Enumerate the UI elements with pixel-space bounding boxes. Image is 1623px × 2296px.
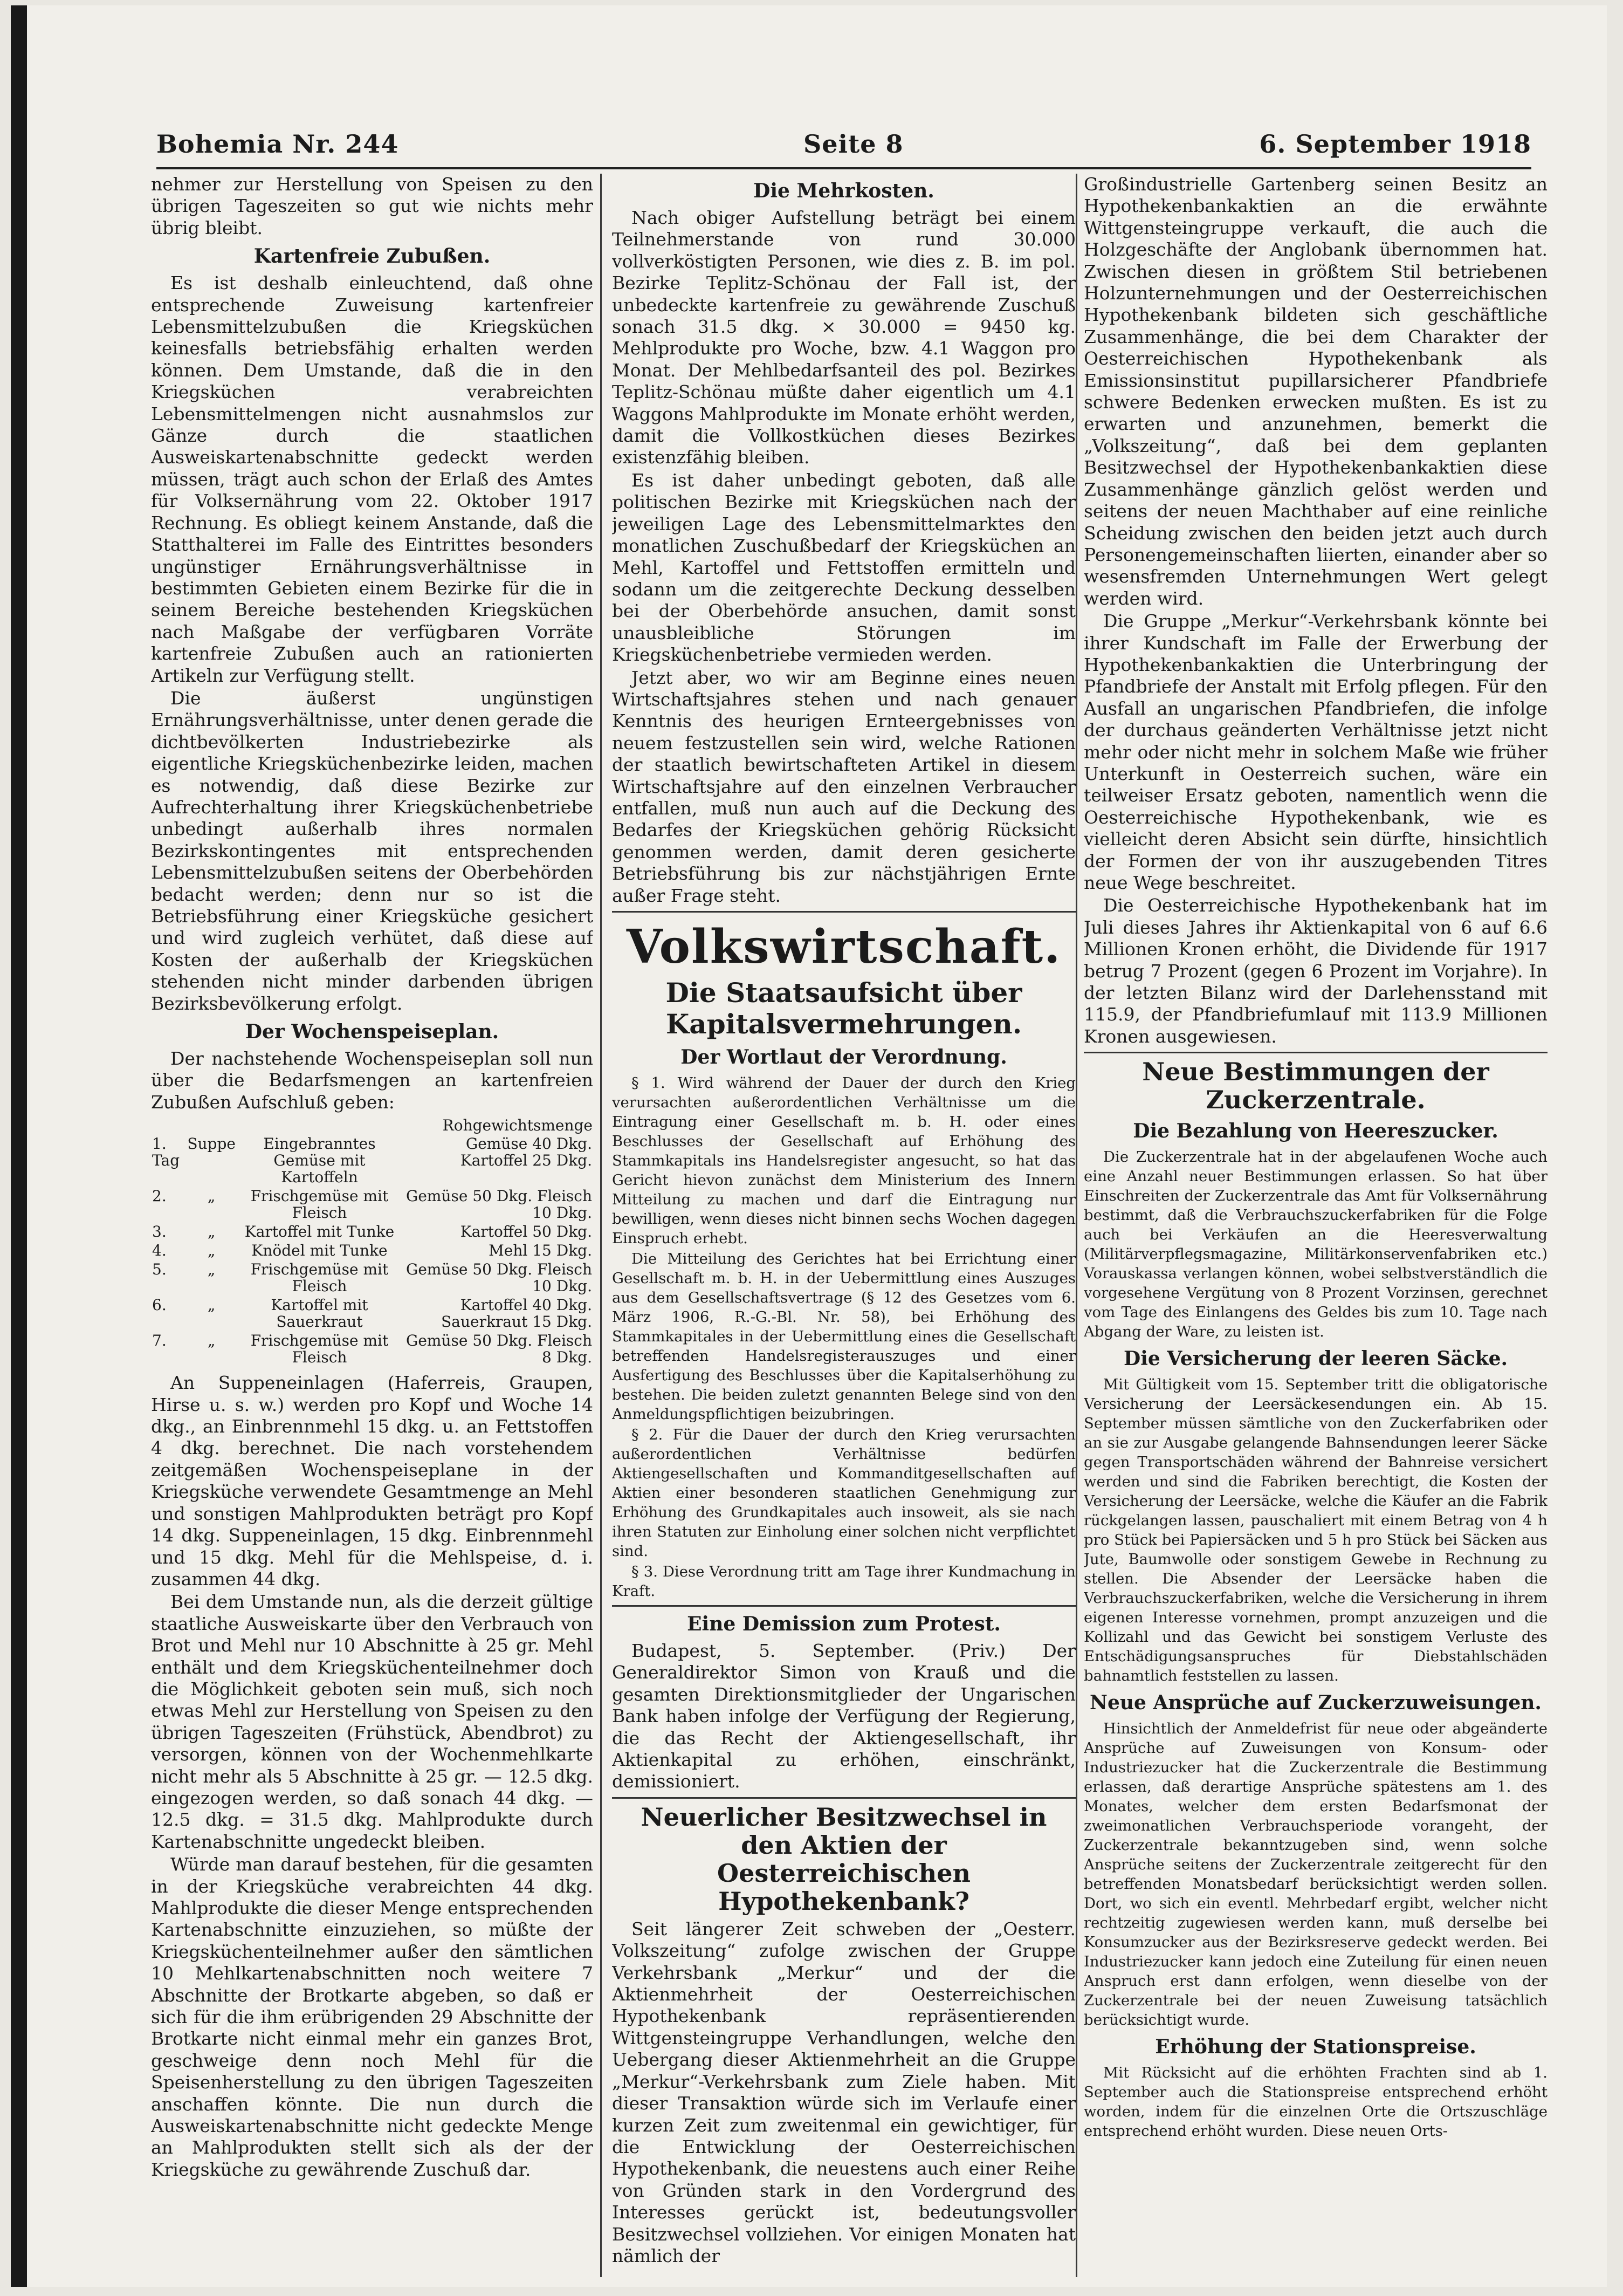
section-heading: Die Mehrkosten. [753, 180, 934, 202]
paragraph: nehmer zur Herstellung von Speisen zu den übrigen Tageszeiten so gut wie nichts mehr übrig bleibt. [151, 174, 593, 238]
column-3 [1084, 174, 1548, 2277]
menu-amount: Gemüse 40 Dkg. Kartoffel 25 Dkg. [460, 1135, 592, 1170]
paragraph: Die Zuckerzentrale hat in der abgelaufenen Woche auch eine Anzahl neuer Bestimmungen erlassen. So hat über Einschreiten der Zuckerzentrale das Amt für Volksernährung bestimmt, daß die Verbrauchszuckerfabriken für die Folge auch bei Verkäufen an die Heeresverwaltung (Militärverpflegsmagazine, Militärkonservenfabriken etc.) Vorauskassa verlangen können, wobei selbstverständlich die vorgesehene Vergütung von 8 Prozent Vorzinsen, gerechnet vom Tage des Einlangens des Geldes bis zum 10. Tage nach Abgang der Ware, zu leisten ist. [1084, 1148, 1548, 1341]
header-page-number: Seite 8 [803, 129, 904, 159]
table-row [151, 1222, 593, 1241]
column-rule [1076, 174, 1077, 2277]
table-row [151, 1134, 593, 1187]
menu-dish: Frischgemüse mit Fleisch [250, 1332, 389, 1367]
menu-table [151, 1116, 593, 1367]
menu-header: Rohgewichtsmenge [442, 1116, 593, 1135]
article-subheadline: Die Versicherung der leeren Säcke. [1123, 1347, 1508, 1370]
menu-dish: Frischgemüse mit Fleisch [250, 1260, 389, 1296]
menu-dish: Knödel mit Tunke [251, 1242, 388, 1260]
article-headline: Neuerlicher Besitzwechsel in den Aktien der Oesterreichischen Hypothekenbank? [641, 1802, 1047, 1916]
menu-soup: „ [207, 1296, 216, 1314]
article-subheadline: Der Wortlaut der Verordnung. [680, 1046, 1007, 1068]
paragraph: Großindustrielle Gartenberg seinen Besitz an Hypothekenbankaktien an die erwähnte Wittgensteingruppe verkauft, die auch die Holzgeschäfte der Anglobank übernommen hat. Zwischen diesen in größtem Stil betriebenen Holzunternehmungen und der Oesterreichischen Hypothekenbank bildeten sich geschäftliche Zusammenhänge, die bei dem Charakter der Oesterreichischen Hypothekenbank als Emissionsinstitut pupillarsicherer Pfandbriefe schwere Bedenken erwecken mußten. Es ist zu erwarten und anzunehmen, bemerkt die „Volkszeitung“, daß bei dem geplanten Besitzwechsel der Hypothekenbankaktien diese Zusammenhänge gänzlich gelöst werden und seitens der neuen Machthaber auf eine reinliche Scheidung zwischen den beiden jetzt auch durch Personengemeinschaften liierten, einander aber so wesensfremden Unternehmungen Wert gelegt werden wird. [1084, 174, 1548, 609]
paragraph: Bei dem Umstande nun, als die derzeit gültige staatliche Ausweiskarte über den Verbrauch von Brot und Mehl nur 10 Abschnitte à 25 gr. Mehl enthält und dem Kriegsküchenteilnehmer doch die Möglichkeit geboten sein muß, sich noch etwas Mehl zur Herstellung von Speisen zu den übrigen Tageszeiten (Frühstück, Abendbrot) zu versorgen, können von der Wochenmehlkarte nicht mehr als 5 Abschnitte à 25 gr. — 12.5 dkg. eingezogen werden, so daß sonach 44 dkg. — 12.5 dkg. = 31.5 dkg. Mahlprodukte durch Kartenabschnitte ungedeckt bleiben. [151, 1591, 593, 1852]
paragraph: § 1. Wird während der Dauer der durch den Krieg verursachten außerordentlichen Verhältnisse um die Eintragung einer Gesellschaft m. b. H. oder eines Beschlusses der Gesellschaft auf Erhöhung des Stammkapitals ins Handelsregister angesucht, so hat das Gericht hievon zunächst dem Ministerium des Innern Mitteilung zu machen und darf die Eintragung nur bewilligen, wenn dieses nicht binnen sechs Wochen dagegen Einspruch erhebt. [612, 1074, 1076, 1247]
paragraph: Jetzt aber, wo wir am Beginne eines neuen Wirtschaftsjahres stehen und nach genauer Kenntnis des heurigen Ernteergebnisses von neuem festzustellen sein wird, welche Rationen der staatlich bewirtschafteten Artikel in diesem Wirtschaftsjahre auf den einzelnen Verbraucher entfallen, muß nun auch auf die Deckung des Bedarfes der Kriegsküchen gehörig Rücksicht genommen werden, damit deren gesicherte Betriebsführung bis zur nächstjährigen Ernte außer Frage steht. [612, 667, 1076, 906]
paragraph: Budapest, 5. September. (Priv.) Der Generaldirektor Simon von Krauß und die gesamten Direktionsmitglieder der Ungarischen Bank haben infolge der Verfügung der Regierung, die das Recht der Aktiengesellschaft, ihr Aktienkapital zu erhöhen, einschränkt, demissioniert. [612, 1640, 1076, 1792]
column-2 [612, 174, 1076, 2277]
page-edge-shadow [11, 5, 27, 2287]
menu-amount: Gemüse 50 Dkg. Fleisch 10 Dkg. [405, 1260, 592, 1296]
paragraph: Hinsichtlich der Anmeldefrist für neue oder abgeänderte Ansprüche auf Zuweisungen von Konsum- oder Industriezucker hat die Zuckerzentrale die Bestimmung erlassen, daß derartige Ansprüche spätestens am 1. des Monates, welcher dem ersten Bedarfsmonat der zweimonatlichen Verbrauchsperiode vorangeht, der Zuckerzentrale bekanntzugeben sind, wenn solche Ansprüche seitens der Zuckerzentrale zeitgerecht für den betreffenden Monatsbedarf berücksichtigt werden sollen. Dort, wo sich ein eventl. Mehrbedarf ergibt, welcher nicht rechtzeitig zugewiesen werden kann, muß derselbe bei Konsumzucker aus der Bezirksreserve gedeckt werden. Bei Industriezucker kann jedoch eine Zuteilung für einen neuen Anspruch erst dann erfolgen, wenn dieselbe von der Zuckerzentrale bei der neuen Zuweisung tatsächlich berücksichtigt wurde. [1084, 1720, 1548, 2029]
menu-dish: Frischgemüse mit Fleisch [250, 1187, 389, 1222]
paragraph: Mit Gültigkeit vom 15. September tritt die obligatorische Versicherung der Leersäckesendungen ein. Ab 15. September müssen sämtliche von den Zuckerfabriken oder an sie zur Ausgabe gelangende Bahnsendungen leerer Säcke gegen Transportschäden während der Bahnreise versichert werden und sind die Fabriken berechtigt, die Kosten der Versicherung der Leersäcke, welche die Käufer an die Fabrik rückgelangen lassen, pauschaliert mit einem Betrag von 4 h pro Stück bei Papiersäcken und 5 h pro Stück bei Säcken aus Jute, Baumwolle oder sonstigem Gewebe in Rechnung zu stellen. Die Absender der Leersäcke haben die Verbrauchszuckerfabriken, welche die Versicherung in ihrem eigenen Interesse vornehmen, prompt anzuzeigen und die Kollizahl und das Gewicht bei sonstigem Verluste des Entschädigungsanspruches für Diebstahlschäden bahnamtlich feststellen zu lassen. [1084, 1376, 1548, 1685]
paragraph: Würde man darauf bestehen, für die gesamten in der Kriegsküche verabreichten 44 dkg. Mahlprodukte die dieser Menge entsprechenden Kartenabschnitte einzuziehen, so müßte der Kriegsküchenteilnehmer außer den sämtlichen 10 Mehlkartenabschnitten noch weitere 7 Abschnitte der Brotkarte abgeben, so daß er sich für die ihm erübrigenden 29 Abschnitte der Brotkarte nicht einmal mehr ein ganzes Brot, geschweige denn noch Mehl für die Speisenherstellung zu den übrigen Tageszeiten anschaffen könnte. Die nun durch die Ausweiskartenabschnitte nicht gedeckte Menge an Mahlprodukten stellt sich als der der Kriegsküche zu gewährende Zuschuß dar. [151, 1854, 593, 2180]
menu-day: 4. [152, 1242, 167, 1260]
menu-amount: Kartoffel 50 Dkg. [460, 1223, 592, 1241]
table-row [151, 1296, 593, 1331]
menu-soup: Suppe [187, 1135, 236, 1153]
menu-day: 5. [152, 1260, 167, 1279]
article-rule [612, 1605, 1076, 1607]
article-headline: Neue Bestimmungen der Zuckerzentrale. [1142, 1057, 1489, 1115]
paragraph: § 3. Diese Verordnung tritt am Tage ihrer Kundmachung in Kraft. [612, 1563, 1076, 1600]
paragraph: Die Oesterreichische Hypothekenbank hat im Juli dieses Jahres ihr Aktienkapital von 6 auf 6.6 Millionen Kronen erhöht, die Dividende für 1917 betrug 7 Prozent (gegen 6 Prozent im Vorjahre). In der letzten Bilanz wird der Darlehensstand mit 115.9, der Pfandbriefumlauf mit 113.9 Millionen Kronen ausgewiesen. [1084, 895, 1548, 1047]
article-subheadline: Erhöhung der Stationspreise. [1155, 2035, 1476, 2059]
menu-day: 1. Tag [152, 1135, 180, 1170]
menu-soup: „ [207, 1187, 216, 1205]
menu-soup: „ [207, 1223, 216, 1241]
header-date: 6. September 1918 [1259, 129, 1531, 159]
menu-amount: Kartoffel 40 Dkg. Sauerkraut 15 Dkg. [441, 1296, 592, 1331]
article-subheadline: Neue Ansprüche auf Zuckerzuweisungen. [1090, 1691, 1542, 1715]
menu-dish: Eingebranntes Gemüse mit Kartoffeln [263, 1135, 376, 1187]
menu-amount: Mehl 15 Dkg. [489, 1242, 592, 1260]
article-rule [1084, 1052, 1548, 1053]
table-row [151, 1331, 593, 1367]
table-row [151, 1241, 593, 1260]
header-issue: Bohemia Nr. 244 [156, 129, 399, 159]
newspaper-page [11, 5, 1607, 2287]
menu-soup: „ [207, 1242, 216, 1260]
menu-dish: Kartoffel mit Sauerkraut [271, 1296, 368, 1331]
table-row [151, 1260, 593, 1296]
page-header [156, 129, 1531, 162]
header-rule [156, 167, 1531, 169]
paragraph: § 2. Für die Dauer der durch den Krieg verursachten außerordentlichen Verhältnisse bedürfen Aktiengesellschaften und Kommanditgesellschaften auf Aktien einer besonderen staatlichen Genehmigung zur Erhöhung des Grundkapitales auch insoweit, als sie nach ihren Statuten zur Einholung einer solchen nicht verpflichtet sind. [612, 1426, 1076, 1560]
menu-day: 2. [152, 1187, 167, 1205]
column-rule [600, 174, 602, 2277]
paragraph: An Suppeneinlagen (Haferreis, Graupen, Hirse u. s. w.) werden pro Kopf und Woche 14 dkg., an Einbrennmehl 15 dkg. u. an Fettstoffen 4 dkg. berechnet. Die nach vorstehendem zeitgemäßen Wochenspeiseplane in der Kriegsküche verwendete Gesamtmenge an Mehl und sonstigen Mahlprodukten beträgt pro Kopf 14 dkg. Suppeneinlagen, 15 dkg. Einbrennmehl und 15 dkg. Mehl für die Mehlspeise, d. i. zusammen 44 dkg. [151, 1372, 593, 1589]
paragraph: Es ist deshalb einleuchtend, daß ohne entsprechende Zuweisung kartenfreier Lebensmittelzubußen die Kriegsküchen keinesfalls betriebsfähig erhalten werden können. Dem Umstande, daß die in den Kriegsküchen verabreichten Lebensmittelmengen nicht ausnahmslos zur Gänze durch die staatlichen Ausweiskartenabschnitte gedeckt werden müssen, trägt auch schon der Erlaß des Amtes für Volksernährung vom 22. Oktober 1917 Rechnung. Es obliegt keinem Anstande, daß die Statthalterei im Falle des Eintrittes besonders ungünstiger Ernährungsverhältnisse in bestimmten Gebieten einem Bezirke für die in seinem Bereiche bestehenden Kriegsküchen nach Maßgabe der verfügbaren Vorräte kartenfreie Zubußen auch an rationierten Artikeln zur Verfügung stellt. [151, 272, 593, 686]
menu-day: 6. [152, 1296, 167, 1314]
article-headline: Eine Demission zum Protest. [687, 1613, 1001, 1635]
menu-amount: Gemüse 50 Dkg. Fleisch 8 Dkg. [405, 1332, 592, 1367]
section-heading: Kartenfreie Zubußen. [253, 245, 491, 268]
menu-soup: „ [207, 1260, 216, 1279]
section-title: Volkswirtschaft. [626, 920, 1062, 974]
column-1 [151, 174, 593, 2277]
article-subheadline: Die Bezahlung von Heereszucker. [1133, 1120, 1498, 1143]
paragraph: Nach obiger Aufstellung beträgt bei einem Teilnehmerstande von rund 30.000 vollverköstigten Personen, wie dies z. B. im pol. Bezirke Teplitz-Schönau der Fall ist, der unbedeckte kartenfreie zu gewährende Zuschuß sonach 31.5 dkg. × 30.000 = 9450 kg. Mehlprodukte pro Woche, bzw. 4.1 Waggon pro Monat. Der Mehlbedarfsanteil des pol. Bezirkes Teplitz-Schönau müßte daher eigentlich um 4.1 Waggons Mahlprodukte im Monate erhöht werden, damit die Vollkostküchen dieses Bezirkes existenzfähig bleiben. [612, 207, 1076, 468]
article-headline: Die Staatsaufsicht über Kapitalsvermehrungen. [665, 977, 1022, 1040]
paragraph: Der nachstehende Wochenspeiseplan soll nun über die Bedarfsmengen an kartenfreien Zubußen Aufschluß geben: [151, 1048, 593, 1113]
paragraph: Die äußerst ungünstigen Ernährungsverhältnisse, unter denen gerade die dichtbevölkerten Industriebezirke als eigentliche Kriegsküchenbezirke leiden, machen es notwendig, daß diese Bezirke zur Aufrechterhaltung ihrer Kriegsküchenbetriebe unbedingt außerhalb ihres normalen Bezirkskontingentes mit entsprechenden Lebensmittelzubußen seitens der Oberbehörden bedacht werden; denn nur so ist die Betriebsführung einer Kriegsküche gesichert und wird zugleich verhütet, daß diese auf Kosten der außerhalb der Kriegsküchen stehenden nicht minder darbenden übrigen Bezirksbevölkerung erfolgt. [151, 687, 593, 1014]
menu-day: 3. [152, 1223, 167, 1241]
menu-day: 7. [152, 1332, 167, 1350]
table-row [151, 1187, 593, 1222]
menu-dish: Kartoffel mit Tunke [244, 1223, 395, 1241]
section-heading: Der Wochenspeiseplan. [245, 1020, 499, 1044]
paragraph: Es ist daher unbedingt geboten, daß alle politischen Bezirke mit Kriegsküchen nach der jeweiligen Lage des Lebensmittelmarktes den monatlichen Zuschußbedarf der Kriegsküchen an Mehl, Kartoffel und Fettstoffen ermitteln und sodann um die zeitgerechte Deckung desselben bei der Oberbehörde ansuchen, damit sonst unausbleibliche Störungen im Kriegsküchenbetriebe vermieden werden. [612, 469, 1076, 666]
paragraph: Mit Rücksicht auf die erhöhten Frachten sind ab 1. September auch die Stationspreise entsprechend erhöht worden, indem für die einzelnen Orte die Ortszuschläge entsprechend erhöht wurden. Diese neuen Orts- [1084, 2064, 1548, 2140]
article-rule [612, 1797, 1076, 1799]
paragraph: Die Gruppe „Merkur“-Verkehrsbank könnte bei ihrer Kundschaft im Falle der Erwerbung der Hypothekenbankaktien die Unterbringung der Pfandbriefe der Anstalt mit Erfolg pflegen. Für den Ausfall an ungarischen Pfandbriefen, die infolge der durchaus geänderten Verhältnisse jetzt nicht mehr oder nicht mehr in solchem Maße wie früher Unterkunft in Oesterreich suchen, wäre ein teilweiser Ersatz geboten, namentlich wenn die Oesterreichische Hypothekenbank, wie es vielleicht deren Absicht sein dürfte, hinsichtlich der Formen der von ihr auszugebenden Titres neue Wege beschreitet. [1084, 611, 1548, 893]
paragraph: Seit längerer Zeit schweben der „Oesterr. Volkszeitung“ zufolge zwischen der Gruppe Verkehrsbank „Merkur“ und der die Aktienmehrheit der Oesterreichischen Hypothekenbank repräsentierenden Wittgensteingruppe Verhandlungen, welche den Uebergang dieser Aktienmehrheit an die Gruppe „Merkur“-Verkehrsbank zum Ziele haben. Mit dieser Transaktion würde sich im Verlaufe einer kurzen Zeit zum zweitenmal ein gewichtiger, für die Entwicklung der Oesterreichischen Hypothekenbank, die neuestens auch einer Reihe von Gründen stark in den Vordergrund des Interesses gerückt ist, bedeutungsvoller Besitzwechsel vollziehen. Vor einigen Monaten hat nämlich der [612, 1918, 1076, 2266]
menu-amount: Gemüse 50 Dkg. Fleisch 10 Dkg. [405, 1187, 592, 1222]
paragraph: Die Mitteilung des Gerichtes hat bei Errichtung einer Gesellschaft m. b. H. in der Uebermittlung eines Auszuges aus dem Gesellschaftsvertrage (§ 12 des Gesetzes vom 6. März 1906, R.-G.-Bl. Nr. 58), bei Erhöhung des Stammkapitales in der Uebermittlung eines die Gesellschaft betreffenden Handelsregisterauszuges und einer Ausfertigung des Beschlusses über die Kapitalserhöhung zu bestehen. Die beiden zuletzt genannten Belege sind von den Anmeldungspflichtigen beizubringen. [612, 1250, 1076, 1423]
menu-soup: „ [207, 1332, 216, 1350]
section-rule [612, 911, 1076, 913]
